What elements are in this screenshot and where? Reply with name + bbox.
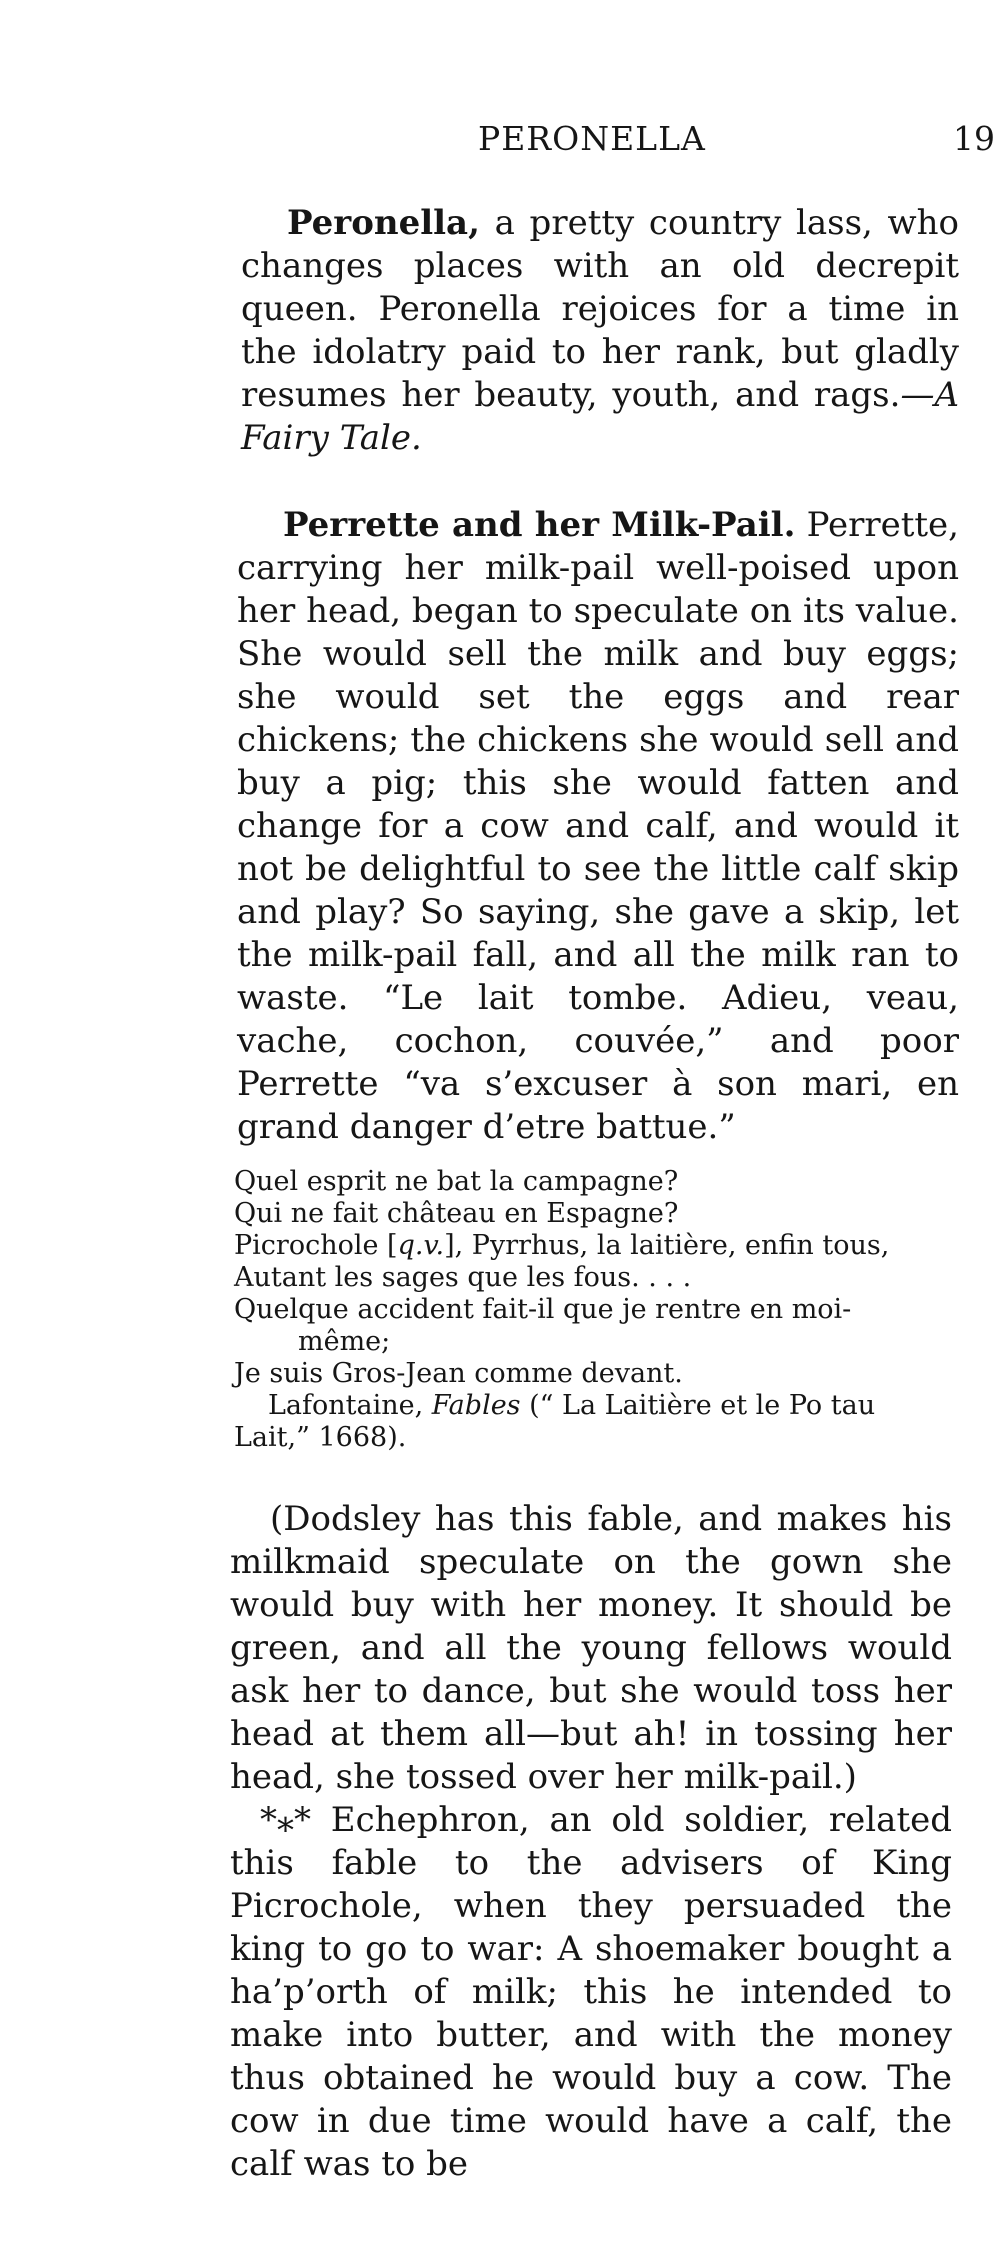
entry-paragraph	[237, 504, 959, 1149]
verse-line-continuation: même;	[298, 1326, 391, 1357]
entry-perrette	[237, 504, 959, 1149]
verse-line: Je suis Gros-Jean comme devant.	[234, 1358, 683, 1389]
note-paragraph	[230, 1799, 952, 2186]
verse-citation: Lafontaine, Fables (“ La Laitière et le Po tau	[268, 1390, 876, 1421]
entry-headword: Peronella,	[287, 203, 480, 243]
entry-text: Perrette, carrying her milk-pail well-poised upon her head, began to speculate on its value. She would sell the milk and buy eggs; she would set the eggs and rear chickens; the chickens she would sell and buy a pig; this she would fatten and change for a cow and calf, and would it not be delightful to see the little calf skip and play? So saying, she gave a skip, let the milk-pail fall, and all the milk ran to waste. “Le lait tombe. Adieu, veau, vache, cochon, couvée,” and poor Perrette “va s’excuser à son mari, en grand danger d’etre battue.”	[237, 505, 959, 1147]
verse-line: Autant les sages que les fous. . . .	[234, 1262, 692, 1293]
commentary-paragraph: (Dodsley has this fable, and makes his milkmaid speculate on the gown she would buy with her money. It should be green, and all the young fellows would ask her to dance, but she would toss her head at them all—but ah! in tossing her head, she tossed over her milk-pail.)	[230, 1499, 952, 1797]
entry-paragraph	[241, 202, 959, 460]
verse-citation-continuation: Lait,” 1668).	[234, 1422, 407, 1453]
entry-text: a pretty country lass, who changes places with an old decrepit queen. Peronella rejoices for a time in the idolatry paid to her rank, but gladly resumes her beauty, youth, and rags.	[241, 203, 959, 415]
page-number: 19	[953, 122, 995, 155]
entry-headword: Perrette and her Milk-Pail.	[283, 505, 796, 545]
verse-line: Qui ne fait château en Espagne?	[234, 1198, 679, 1229]
commentary	[230, 1498, 952, 2186]
verse-line: Quelque accident fait-il que je rentre en moi-	[234, 1294, 852, 1325]
asterism-mark: *⁎*	[260, 1800, 311, 1840]
running-title: PERONELLA	[478, 119, 706, 158]
note-text: Echephron, an old soldier, related this fable to the advisers of King Picrochole, when they persuaded the king to go to war: A shoemaker bought a ha’p’orth of milk; this he intended to make into butter, and with the money thus obtained he would buy a cow. The cow in due time would have a calf, the calf was to be	[230, 1800, 952, 2184]
entry-peronella	[241, 202, 959, 460]
verse-line: Quel esprit ne bat la campagne?	[234, 1166, 679, 1197]
verse-line: Picrochole [q.v.], Pyrrhus, la laitière, enfin tous,	[234, 1230, 890, 1261]
entry-source: —A Fairy Tale.	[241, 375, 959, 458]
verse-quotation	[234, 1166, 959, 1454]
citation-work: Fables	[431, 1390, 521, 1421]
verse-reference: q.v.	[397, 1230, 445, 1261]
